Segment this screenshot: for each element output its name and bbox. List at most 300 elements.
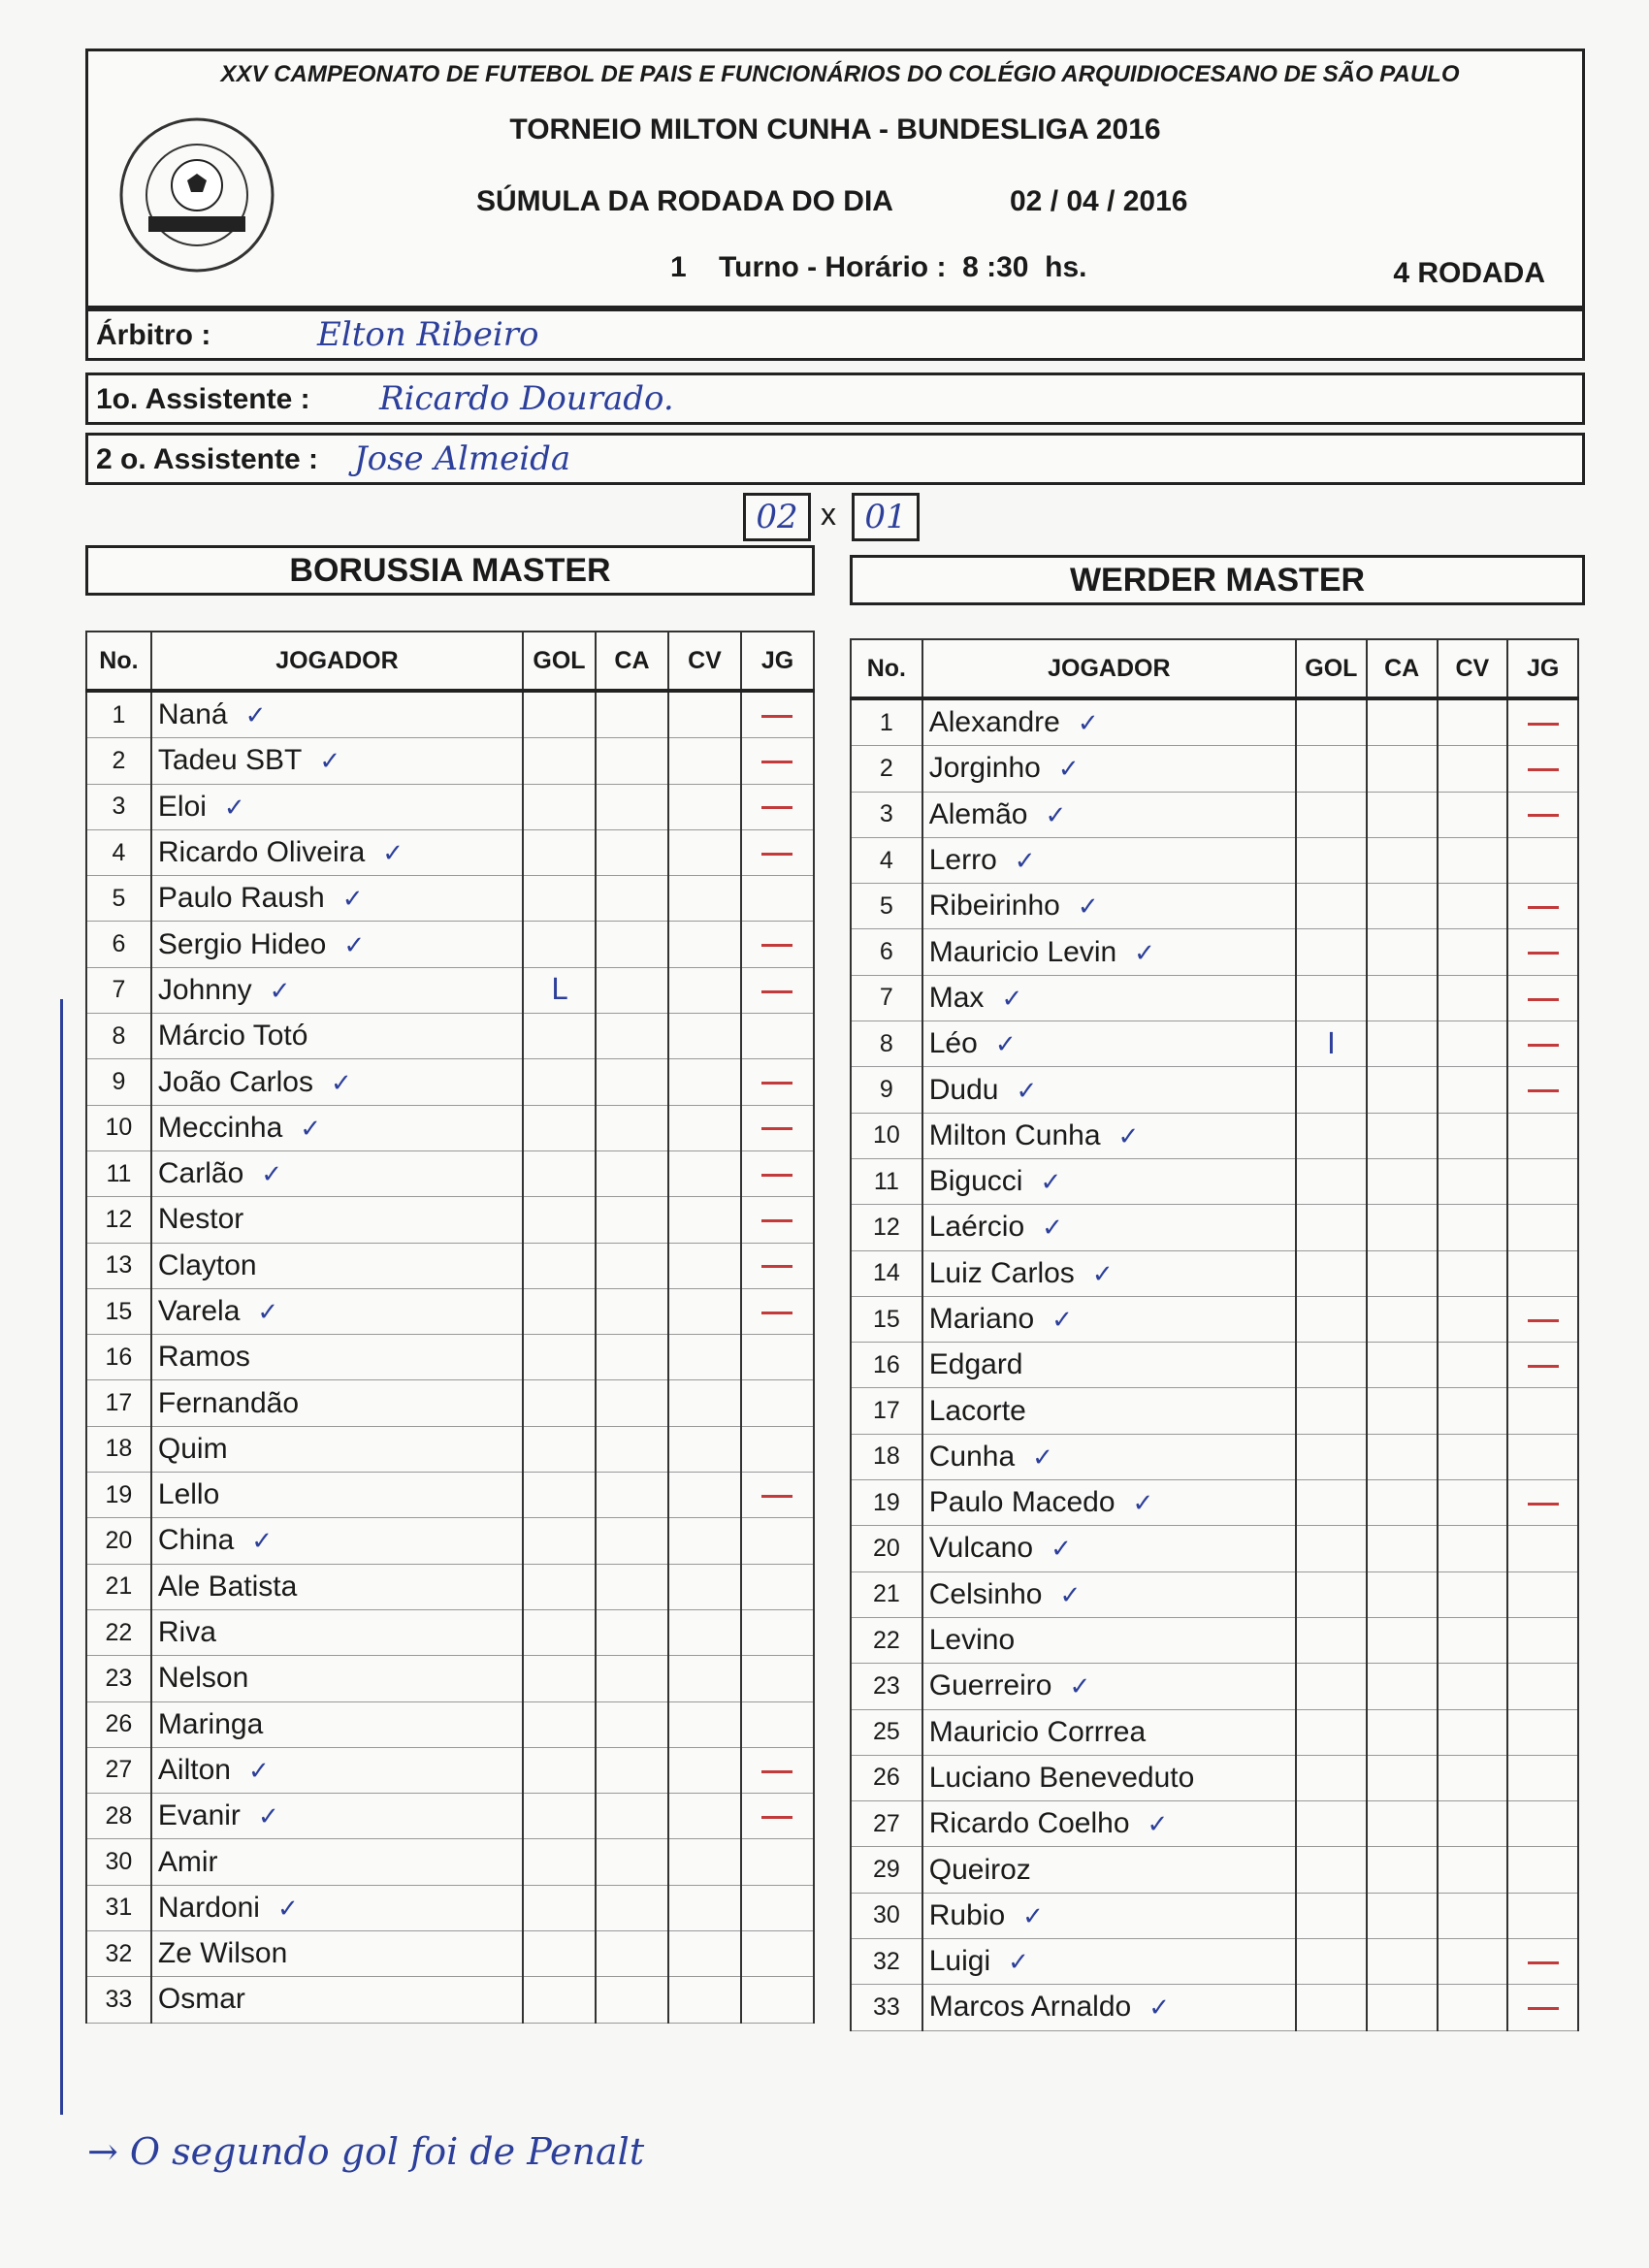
player-row <box>86 1473 814 1518</box>
ca-cell <box>596 1150 668 1196</box>
gol-cell <box>1296 1205 1367 1250</box>
player-number: 8 <box>851 1021 922 1067</box>
cv-cell <box>1438 837 1508 883</box>
player-row <box>86 1243 814 1288</box>
jg-cell <box>1507 1709 1578 1755</box>
player-name-cell <box>922 837 1296 883</box>
gol-cell <box>1296 698 1367 746</box>
cv-cell <box>1438 975 1508 1021</box>
ca-cell <box>596 922 668 967</box>
ca-cell <box>596 1609 668 1655</box>
attendance-check-icon: ✓ <box>1117 1121 1140 1151</box>
player-row <box>86 738 814 784</box>
cv-cell <box>1438 1571 1508 1617</box>
attendance-check-icon: ✓ <box>276 1894 299 1924</box>
player-name-cell <box>151 1794 523 1839</box>
player-name: Meccinha <box>157 1111 283 1144</box>
player-name: Paulo Macedo <box>928 1486 1116 1519</box>
ca-cell <box>596 1426 668 1472</box>
player-row <box>86 1518 814 1564</box>
attendance-check-icon: ✓ <box>257 1802 279 1832</box>
jg-cell <box>1507 1480 1578 1526</box>
played-mark <box>1528 723 1559 726</box>
ca-cell <box>596 1380 668 1426</box>
ca-cell <box>596 691 668 738</box>
played-mark <box>761 1770 792 1773</box>
gol-cell <box>1296 1664 1367 1709</box>
player-number: 14 <box>851 1250 922 1296</box>
player-row <box>851 1755 1578 1800</box>
cv-cell <box>1438 1296 1508 1342</box>
player-number: 16 <box>851 1343 922 1388</box>
player-row <box>851 1709 1578 1755</box>
cv-cell <box>668 876 741 922</box>
player-number: 1 <box>86 691 151 738</box>
player-name-cell <box>922 1801 1296 1847</box>
ca-cell <box>1367 1205 1438 1250</box>
player-name-cell <box>151 1931 523 1977</box>
player-name: Laércio <box>928 1211 1025 1244</box>
gol-cell <box>523 1150 596 1196</box>
ca-cell <box>1367 1067 1438 1113</box>
cv-cell <box>1438 1664 1508 1709</box>
cv-cell <box>1438 1021 1508 1067</box>
away-team-name: WERDER MASTER <box>850 555 1585 605</box>
cv-cell <box>668 1885 741 1930</box>
jg-cell <box>1507 1526 1578 1571</box>
player-name-cell <box>922 929 1296 975</box>
tournament-title: TORNEIO MILTON CUNHA - BUNDESLIGA 2016 <box>509 113 1161 146</box>
ca-cell <box>1367 1434 1438 1479</box>
player-name: Tadeu SBT <box>157 744 303 777</box>
gol-cell <box>523 1794 596 1839</box>
player-name-cell <box>151 1105 523 1150</box>
player-row <box>86 1609 814 1655</box>
jg-cell <box>741 1150 814 1196</box>
jg-cell <box>741 784 814 829</box>
player-row <box>851 1617 1578 1663</box>
player-name-cell <box>151 1059 523 1105</box>
player-name-cell <box>922 1526 1296 1571</box>
ca-cell <box>596 1747 668 1793</box>
jg-cell <box>1507 792 1578 837</box>
gol-cell <box>1296 1113 1367 1158</box>
gol-cell <box>523 1335 596 1380</box>
player-name: Luciano Beneveduto <box>928 1761 1195 1794</box>
jg-cell <box>741 1473 814 1518</box>
player-name: Riva <box>157 1616 216 1649</box>
player-name-cell <box>151 1335 523 1380</box>
player-name: Carlão <box>157 1157 244 1190</box>
gol-cell <box>523 876 596 922</box>
gol-cell <box>1296 1067 1367 1113</box>
player-name-cell <box>922 746 1296 792</box>
player-row <box>86 1931 814 1977</box>
cv-cell <box>1438 698 1508 746</box>
attendance-check-icon: ✓ <box>1022 1901 1044 1931</box>
cv-cell <box>668 1701 741 1747</box>
played-mark <box>1528 768 1559 771</box>
player-row <box>851 1250 1578 1296</box>
gol-cell <box>523 1243 596 1288</box>
jg-cell <box>1507 1343 1578 1388</box>
player-name: Mauricio Corrrea <box>928 1715 1147 1748</box>
player-row <box>851 1526 1578 1571</box>
cv-cell <box>668 1518 741 1564</box>
player-name-cell <box>922 1296 1296 1342</box>
player-name-cell <box>922 1388 1296 1434</box>
played-mark <box>1528 952 1559 955</box>
goal-mark: L <box>551 973 567 1008</box>
player-number: 10 <box>86 1105 151 1150</box>
ca-cell <box>1367 1343 1438 1388</box>
gol-cell <box>523 1105 596 1150</box>
attendance-check-icon: ✓ <box>343 930 366 960</box>
jg-cell <box>1507 1939 1578 1985</box>
jg-cell <box>741 1335 814 1380</box>
player-number: 15 <box>851 1296 922 1342</box>
margin-bracket-line <box>60 999 63 2115</box>
player-number: 26 <box>86 1701 151 1747</box>
player-number: 30 <box>86 1839 151 1885</box>
player-row <box>851 1296 1578 1342</box>
player-row <box>851 929 1578 975</box>
cv-cell <box>1438 1801 1508 1847</box>
home-roster-body <box>86 691 814 2023</box>
player-row <box>851 1021 1578 1067</box>
gol-cell <box>1296 929 1367 975</box>
gol-cell <box>523 691 596 738</box>
player-row <box>851 975 1578 1021</box>
player-number: 32 <box>851 1939 922 1985</box>
player-row <box>851 1985 1578 2030</box>
player-row <box>86 1288 814 1334</box>
player-name: Ze Wilson <box>157 1937 288 1970</box>
player-name: Milton Cunha <box>928 1118 1101 1151</box>
player-number: 8 <box>86 1014 151 1059</box>
player-name: Márcio Totó <box>157 1020 308 1053</box>
player-row <box>86 1701 814 1747</box>
cv-cell <box>668 784 741 829</box>
attendance-check-icon: ✓ <box>1148 1993 1170 2024</box>
cv-cell <box>1438 746 1508 792</box>
player-name: Ailton <box>157 1753 231 1786</box>
player-row <box>851 1893 1578 1938</box>
ca-cell <box>1367 746 1438 792</box>
player-row <box>851 792 1578 837</box>
jg-cell <box>741 1059 814 1105</box>
player-name: Léo <box>928 1027 978 1060</box>
played-mark <box>1528 1044 1559 1047</box>
cv-cell <box>1438 929 1508 975</box>
player-row <box>851 746 1578 792</box>
player-name-cell <box>151 1839 523 1885</box>
attendance-check-icon: ✓ <box>1016 1076 1038 1106</box>
jg-cell <box>741 1609 814 1655</box>
jg-cell <box>741 1380 814 1426</box>
player-name: Edgard <box>928 1348 1023 1381</box>
attendance-check-icon: ✓ <box>257 1298 279 1327</box>
player-name-cell <box>151 876 523 922</box>
player-row <box>86 1747 814 1793</box>
player-row <box>86 691 814 738</box>
player-name-cell <box>922 884 1296 929</box>
player-number: 15 <box>86 1288 151 1334</box>
player-row <box>851 1343 1578 1388</box>
player-name: Clayton <box>157 1248 257 1281</box>
cv-cell <box>668 1747 741 1793</box>
gol-cell <box>523 1380 596 1426</box>
gol-cell <box>1296 746 1367 792</box>
cv-cell <box>668 1839 741 1885</box>
player-name: Mariano <box>928 1303 1035 1335</box>
player-row <box>851 1388 1578 1434</box>
ca-cell <box>1367 1985 1438 2030</box>
player-name: Fernandão <box>157 1386 299 1419</box>
player-row <box>86 1150 814 1196</box>
col-no: No. <box>86 632 151 691</box>
played-mark <box>1528 1365 1559 1368</box>
player-number: 11 <box>851 1158 922 1204</box>
player-row <box>86 1426 814 1472</box>
jg-cell <box>1507 884 1578 929</box>
cv-cell <box>668 691 741 738</box>
player-number: 5 <box>851 884 922 929</box>
played-mark <box>761 990 792 993</box>
attendance-check-icon: ✓ <box>1045 800 1067 830</box>
ca-cell <box>1367 1847 1438 1893</box>
player-number: 9 <box>86 1059 151 1105</box>
jg-cell <box>1507 1434 1578 1479</box>
player-row <box>86 1977 814 2023</box>
ca-cell <box>1367 1939 1438 1985</box>
home-score: 02 <box>743 493 811 541</box>
played-mark <box>1528 906 1559 909</box>
gol-cell <box>1296 1893 1367 1938</box>
player-number: 18 <box>851 1434 922 1479</box>
jg-cell <box>741 691 814 738</box>
attendance-check-icon: ✓ <box>1057 755 1080 785</box>
player-name: Queiroz <box>928 1853 1031 1886</box>
player-name-cell <box>151 1701 523 1747</box>
jg-cell <box>1507 1893 1578 1938</box>
player-name-cell <box>151 784 523 829</box>
player-number: 6 <box>86 922 151 967</box>
away-roster-body <box>851 698 1578 2030</box>
jg-cell <box>741 922 814 967</box>
player-number: 23 <box>86 1656 151 1701</box>
player-number: 5 <box>86 876 151 922</box>
player-name-cell <box>151 829 523 875</box>
played-mark <box>1528 2007 1559 2010</box>
attendance-check-icon: ✓ <box>1042 1214 1063 1244</box>
player-name: Ribeirinho <box>928 890 1060 923</box>
gol-cell <box>1296 1021 1367 1067</box>
player-number: 6 <box>851 929 922 975</box>
col-cv: CV <box>668 632 741 691</box>
player-row <box>86 784 814 829</box>
player-number: 33 <box>851 1985 922 2030</box>
cv-cell <box>1438 1939 1508 1985</box>
gol-cell <box>523 1747 596 1793</box>
ca-cell <box>596 1931 668 1977</box>
player-number: 33 <box>86 1977 151 2023</box>
player-number: 13 <box>86 1243 151 1288</box>
cv-cell <box>1438 1067 1508 1113</box>
player-name: China <box>157 1524 235 1557</box>
col-ca: CA <box>1367 639 1438 698</box>
player-name-cell <box>922 1250 1296 1296</box>
gol-cell <box>523 1885 596 1930</box>
jg-cell <box>1507 1296 1578 1342</box>
ca-cell <box>596 1564 668 1609</box>
jg-cell <box>741 1288 814 1334</box>
gol-cell <box>1296 1480 1367 1526</box>
gol-cell <box>523 784 596 829</box>
player-name-cell <box>922 1571 1296 1617</box>
player-row <box>851 1480 1578 1526</box>
jg-cell <box>1507 1113 1578 1158</box>
attendance-check-icon: ✓ <box>1132 1489 1154 1519</box>
attendance-check-icon: ✓ <box>223 793 245 823</box>
player-number: 9 <box>851 1067 922 1113</box>
player-name: Ricardo Coelho <box>928 1807 1130 1840</box>
player-number: 19 <box>851 1480 922 1526</box>
gol-cell <box>523 829 596 875</box>
played-mark <box>761 1312 792 1314</box>
played-mark <box>761 761 792 763</box>
cv-cell <box>668 829 741 875</box>
attendance-check-icon: ✓ <box>319 747 341 777</box>
player-row <box>851 1801 1578 1847</box>
ca-cell <box>1367 1250 1438 1296</box>
player-name-cell <box>151 1977 523 2023</box>
attendance-check-icon: ✓ <box>1008 1948 1029 1978</box>
gol-cell <box>523 967 596 1013</box>
player-name-cell <box>151 738 523 784</box>
assistente2-label: 2 o. Assistente : <box>96 443 318 475</box>
jg-cell <box>741 1839 814 1885</box>
ca-cell <box>596 738 668 784</box>
played-mark <box>761 1127 792 1130</box>
player-name-cell <box>922 1939 1296 1985</box>
player-row <box>851 698 1578 746</box>
player-row <box>86 1656 814 1701</box>
player-name-cell <box>922 1893 1296 1938</box>
player-number: 2 <box>851 746 922 792</box>
player-name: Max <box>928 981 985 1014</box>
player-number: 17 <box>851 1388 922 1434</box>
cv-cell <box>668 1243 741 1288</box>
player-name-cell <box>922 1664 1296 1709</box>
away-score: 01 <box>852 493 920 541</box>
ca-cell <box>1367 1113 1438 1158</box>
player-number: 25 <box>851 1709 922 1755</box>
player-row <box>86 876 814 922</box>
player-name: Osmar <box>157 1983 245 2016</box>
played-mark <box>761 1174 792 1177</box>
player-row <box>86 1335 814 1380</box>
gol-cell <box>523 1288 596 1334</box>
arbitro-value: Elton Ribeiro <box>317 315 539 354</box>
player-name-cell <box>151 967 523 1013</box>
player-name-cell <box>151 922 523 967</box>
jg-cell <box>1507 1205 1578 1250</box>
player-name-cell <box>151 1243 523 1288</box>
player-name-cell <box>151 1656 523 1701</box>
player-row <box>851 1939 1578 1985</box>
player-row <box>851 1158 1578 1204</box>
gol-cell <box>1296 837 1367 883</box>
player-row <box>86 1794 814 1839</box>
gol-cell <box>523 1059 596 1105</box>
cv-cell <box>1438 1617 1508 1663</box>
attendance-check-icon: ✓ <box>1059 1580 1082 1610</box>
player-name-cell <box>922 1067 1296 1113</box>
player-name-cell <box>922 792 1296 837</box>
cv-cell <box>668 1150 741 1196</box>
attendance-check-icon: ✓ <box>1040 1168 1062 1198</box>
player-name-cell <box>922 1113 1296 1158</box>
gol-cell <box>523 1931 596 1977</box>
jg-cell <box>741 1794 814 1839</box>
cv-cell <box>1438 1480 1508 1526</box>
attendance-check-icon: ✓ <box>330 1068 352 1098</box>
player-row <box>851 837 1578 883</box>
player-name: Evanir <box>157 1799 241 1832</box>
jg-cell <box>741 1197 814 1243</box>
gol-cell <box>523 1977 596 2023</box>
ca-cell <box>596 1977 668 2023</box>
gol-cell <box>1296 1158 1367 1204</box>
player-number: 10 <box>851 1113 922 1158</box>
ca-cell <box>596 1473 668 1518</box>
played-mark <box>1528 998 1559 1001</box>
gol-cell <box>523 1609 596 1655</box>
cv-cell <box>1438 1893 1508 1938</box>
ca-cell <box>1367 1158 1438 1204</box>
player-name: Vulcano <box>928 1532 1034 1565</box>
player-name-cell <box>151 1014 523 1059</box>
ca-cell <box>596 1014 668 1059</box>
player-name: Levino <box>928 1624 1016 1657</box>
player-name: Sergio Hideo <box>157 927 327 960</box>
jg-cell <box>1507 1985 1578 2030</box>
jg-cell <box>1507 1250 1578 1296</box>
cv-cell <box>668 1426 741 1472</box>
gol-cell <box>1296 1755 1367 1800</box>
cv-cell <box>668 1794 741 1839</box>
player-name: Lello <box>157 1478 220 1511</box>
gol-cell <box>523 1839 596 1885</box>
cv-cell <box>668 738 741 784</box>
ca-cell <box>1367 837 1438 883</box>
jg-cell <box>741 1426 814 1472</box>
cv-cell <box>1438 1985 1508 2030</box>
player-name: Quim <box>157 1432 228 1465</box>
player-name-cell <box>151 1473 523 1518</box>
cv-cell <box>668 1335 741 1380</box>
gol-cell <box>1296 1617 1367 1663</box>
player-name: Nardoni <box>157 1891 260 1924</box>
player-name-cell <box>922 1205 1296 1250</box>
jg-cell <box>1507 1801 1578 1847</box>
player-name: Guerreiro <box>928 1669 1052 1702</box>
jg-cell <box>1507 837 1578 883</box>
player-name: Johnny <box>157 973 252 1006</box>
player-name: Luigi <box>928 1945 991 1978</box>
player-number: 30 <box>851 1893 922 1938</box>
